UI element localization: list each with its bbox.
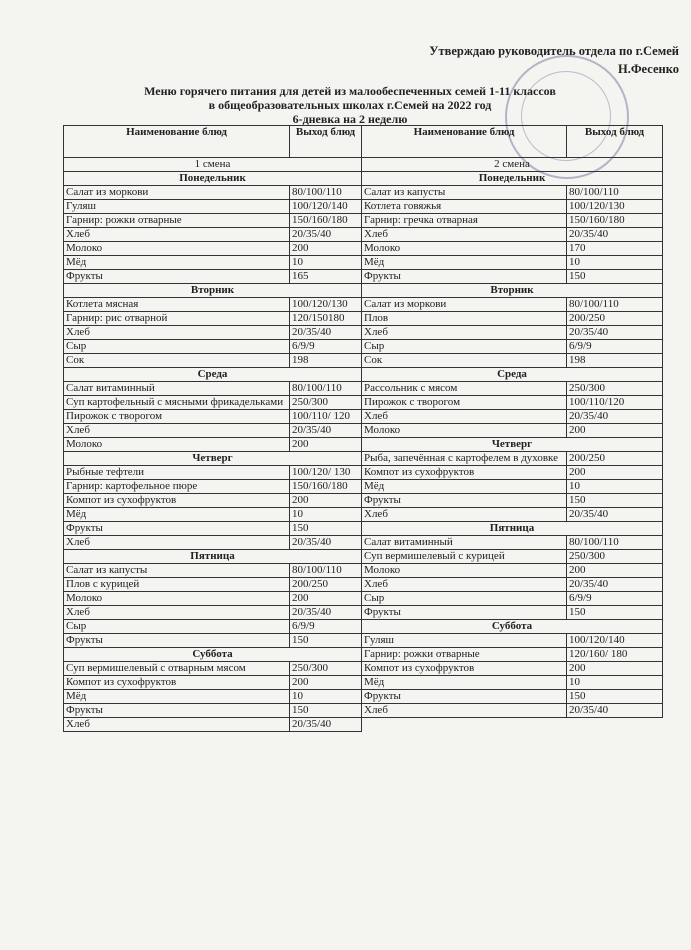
dish-output: 10 — [290, 256, 362, 270]
dish-name: Компот из сухофруктов — [64, 494, 290, 508]
dish-name: Мёд — [64, 690, 290, 704]
shift-label: 1 смена — [64, 158, 362, 172]
dish-name: Рассольник с мясом — [362, 382, 567, 396]
table-row — [64, 298, 362, 312]
dish-name: Гарнир: гречка отварная — [362, 214, 567, 228]
table-row — [64, 410, 362, 424]
dish-name: Суп вермишелевый с курицей — [362, 550, 567, 564]
dish-name: Сыр — [64, 340, 290, 354]
output-header: Выход блюд — [290, 126, 362, 158]
table-row — [64, 270, 362, 284]
dish-name: Фрукты — [64, 522, 290, 536]
dish-name: Гарнир: рожки отварные — [64, 214, 290, 228]
table-row — [64, 620, 362, 634]
dish-output: 80/100/110 — [567, 298, 663, 312]
table-row — [362, 326, 663, 340]
table-row — [362, 424, 663, 438]
dish-name: Мёд — [362, 256, 567, 270]
day-header: Среда — [362, 368, 663, 382]
approval-line-1: Утверждаю руководитель отдела по г.Семей — [429, 44, 679, 58]
dish-output: 20/35/40 — [567, 508, 663, 522]
table-row — [64, 578, 362, 592]
dish-output: 150/160/180 — [290, 214, 362, 228]
table-row — [64, 508, 362, 522]
dish-output: 198 — [567, 354, 663, 368]
day-header: Суббота — [64, 648, 362, 662]
dish-name: Суп картофельный с мясными фрикадельками — [64, 396, 290, 410]
dish-output: 200 — [567, 564, 663, 578]
dish-output: 20/35/40 — [290, 718, 362, 732]
table-row — [362, 662, 663, 676]
table-row — [362, 606, 663, 620]
day-header: Пятница — [362, 522, 663, 536]
dish-name: Хлеб — [64, 228, 290, 242]
table-row — [64, 200, 362, 214]
table-row — [64, 494, 362, 508]
table-row — [362, 186, 663, 200]
table-row — [64, 340, 362, 354]
dish-output: 6/9/9 — [290, 340, 362, 354]
dish-name: Хлеб — [362, 326, 567, 340]
dish-output: 100/120/140 — [290, 200, 362, 214]
dish-output: 150/160/180 — [567, 214, 663, 228]
table-row — [362, 228, 663, 242]
table-row — [362, 676, 663, 690]
dish-output: 150 — [567, 690, 663, 704]
table-row — [64, 480, 362, 494]
day-header: Четверг — [362, 438, 663, 452]
shift-1-table — [63, 125, 362, 732]
table-row — [362, 648, 663, 662]
table-row — [64, 676, 362, 690]
table-row — [362, 452, 663, 466]
table-row — [362, 690, 663, 704]
table-row — [362, 340, 663, 354]
dish-output: 100/120/ 130 — [290, 466, 362, 480]
table-row — [64, 606, 362, 620]
dish-output: 20/35/40 — [290, 424, 362, 438]
dish-name: Фрукты — [64, 704, 290, 718]
dish-name: Мёд — [64, 256, 290, 270]
dish-output: 120/160/ 180 — [567, 648, 663, 662]
dish-output: 198 — [290, 354, 362, 368]
dish-output: 200 — [290, 592, 362, 606]
dish-output: 200 — [290, 242, 362, 256]
dish-output: 10 — [567, 676, 663, 690]
dish-name: Фрукты — [64, 270, 290, 284]
dish-output: 120/150180 — [290, 312, 362, 326]
table-row — [64, 564, 362, 578]
table-row — [362, 298, 663, 312]
dish-name: Сыр — [64, 620, 290, 634]
dish-output: 250/300 — [290, 662, 362, 676]
dish-output: 200 — [290, 676, 362, 690]
dish-name: Молоко — [362, 564, 567, 578]
table-row — [64, 634, 362, 648]
dish-name: Фрукты — [362, 270, 567, 284]
dish-output: 80/100/110 — [567, 536, 663, 550]
dish-output: 10 — [290, 690, 362, 704]
table-row — [362, 354, 663, 368]
dish-name: Хлеб — [64, 718, 290, 732]
dish-name: Молоко — [64, 242, 290, 256]
dish-output: 20/35/40 — [290, 606, 362, 620]
dish-output: 200 — [290, 494, 362, 508]
title-line-2: в общеобразовательных школах г.Семей на 2022 год — [208, 98, 492, 112]
table-row — [362, 564, 663, 578]
dish-header: Наименование блюд — [64, 126, 290, 158]
table-row — [362, 550, 663, 564]
dish-output: 100/110/120 — [567, 396, 663, 410]
dish-name: Хлеб — [64, 326, 290, 340]
dish-output: 170 — [567, 242, 663, 256]
dish-output: 150 — [290, 522, 362, 536]
dish-name: Салат из капусты — [64, 564, 290, 578]
dish-output: 80/100/110 — [290, 186, 362, 200]
dish-output: 150 — [290, 704, 362, 718]
dish-name: Мёд — [362, 480, 567, 494]
dish-output: 150 — [567, 494, 663, 508]
table-row — [64, 382, 362, 396]
dish-name: Плов — [362, 312, 567, 326]
dish-name: Сок — [64, 354, 290, 368]
dish-output: 100/120/140 — [567, 634, 663, 648]
table-row — [64, 242, 362, 256]
dish-name: Гарнир: рожки отварные — [362, 648, 567, 662]
dish-output: 20/35/40 — [567, 578, 663, 592]
dish-output: 200 — [567, 662, 663, 676]
dish-name: Компот из сухофруктов — [64, 676, 290, 690]
dish-output: 20/35/40 — [567, 326, 663, 340]
dish-name: Хлеб — [362, 410, 567, 424]
dish-name: Сыр — [362, 340, 567, 354]
dish-name: Салат витаминный — [362, 536, 567, 550]
dish-output: 10 — [567, 256, 663, 270]
dish-output: 100/120/130 — [290, 298, 362, 312]
menu-title — [130, 84, 570, 126]
title-line-3: 6-дневка на 2 неделю — [292, 112, 408, 126]
dish-name: Хлеб — [362, 508, 567, 522]
table-row — [64, 690, 362, 704]
title-line-1: Меню горячего питания для детей из малообеспеченных семей 1-11 классов — [144, 84, 556, 98]
day-header: Суббота — [362, 620, 663, 634]
table-row — [362, 410, 663, 424]
dish-output: 250/300 — [290, 396, 362, 410]
dish-output: 200/250 — [567, 312, 663, 326]
dish-name: Гуляш — [362, 634, 567, 648]
dish-output: 250/300 — [567, 550, 663, 564]
dish-name: Хлеб — [64, 536, 290, 550]
dish-output: 80/100/110 — [567, 186, 663, 200]
dish-output: 150/160/180 — [290, 480, 362, 494]
dish-name: Салат витаминный — [64, 382, 290, 396]
table-row — [362, 704, 663, 718]
dish-name: Хлеб — [362, 578, 567, 592]
dish-name: Хлеб — [362, 704, 567, 718]
dish-output: 80/100/110 — [290, 564, 362, 578]
day-header: Пятница — [64, 550, 362, 564]
dish-name: Мёд — [64, 508, 290, 522]
table-row — [362, 466, 663, 480]
shift-label: 2 смена — [362, 158, 663, 172]
table-row — [362, 270, 663, 284]
day-header: Понедельник — [64, 172, 362, 186]
dish-name: Котлета мясная — [64, 298, 290, 312]
table-row — [64, 704, 362, 718]
dish-name: Плов с курицей — [64, 578, 290, 592]
dish-output: 20/35/40 — [567, 410, 663, 424]
dish-name: Фрукты — [64, 634, 290, 648]
dish-output: 20/35/40 — [290, 536, 362, 550]
shift-2-table — [361, 125, 663, 718]
table-row — [64, 662, 362, 676]
dish-output: 150 — [290, 634, 362, 648]
table-row — [362, 508, 663, 522]
dish-name: Рыба, запечённая с картофелем в духовке — [362, 452, 567, 466]
dish-name: Компот из сухофруктов — [362, 466, 567, 480]
dish-name: Хлеб — [64, 424, 290, 438]
table-row — [64, 186, 362, 200]
dish-output: 150 — [567, 606, 663, 620]
dish-output: 6/9/9 — [290, 620, 362, 634]
dish-output: 200 — [290, 438, 362, 452]
table-row — [362, 634, 663, 648]
dish-name: Гарнир: рис отварной — [64, 312, 290, 326]
dish-name: Салат из моркови — [362, 298, 567, 312]
dish-output: 80/100/110 — [290, 382, 362, 396]
dish-output: 10 — [567, 480, 663, 494]
dish-name: Салат из моркови — [64, 186, 290, 200]
dish-name: Сок — [362, 354, 567, 368]
dish-name: Гарнир: картофельное пюре — [64, 480, 290, 494]
dish-output: 250/300 — [567, 382, 663, 396]
dish-output: 20/35/40 — [567, 704, 663, 718]
table-row — [362, 312, 663, 326]
table-row — [64, 424, 362, 438]
dish-name: Фрукты — [362, 606, 567, 620]
table-row — [362, 396, 663, 410]
dish-name: Пирожок с творогом — [362, 396, 567, 410]
dish-name: Фрукты — [362, 494, 567, 508]
table-row — [362, 382, 663, 396]
table-row — [64, 522, 362, 536]
dish-name: Гуляш — [64, 200, 290, 214]
dish-output: 6/9/9 — [567, 592, 663, 606]
dish-output: 10 — [290, 508, 362, 522]
dish-name: Молоко — [64, 438, 290, 452]
table-row — [64, 354, 362, 368]
table-row — [64, 536, 362, 550]
table-row — [64, 438, 362, 452]
table-row — [362, 536, 663, 550]
dish-output: 20/35/40 — [567, 228, 663, 242]
dish-output: 20/35/40 — [290, 228, 362, 242]
table-row — [64, 396, 362, 410]
dish-name: Сыр — [362, 592, 567, 606]
output-header: Выход блюд — [567, 126, 663, 158]
dish-name: Салат из капусты — [362, 186, 567, 200]
table-row — [362, 242, 663, 256]
dish-output: 200 — [567, 466, 663, 480]
dish-output: 6/9/9 — [567, 340, 663, 354]
table-row — [64, 466, 362, 480]
table-row — [362, 578, 663, 592]
table-row — [362, 480, 663, 494]
dish-name: Хлеб — [64, 606, 290, 620]
table-row — [64, 256, 362, 270]
dish-name: Фрукты — [362, 690, 567, 704]
dish-output: 165 — [290, 270, 362, 284]
dish-name: Молоко — [362, 242, 567, 256]
dish-output: 200/250 — [290, 578, 362, 592]
dish-output: 20/35/40 — [290, 326, 362, 340]
day-header: Вторник — [64, 284, 362, 298]
table-row — [64, 228, 362, 242]
approval-line-2: Н.Фесенко — [617, 62, 679, 76]
table-row — [64, 718, 362, 732]
dish-name: Компот из сухофруктов — [362, 662, 567, 676]
day-header: Четверг — [64, 452, 362, 466]
dish-output: 100/110/ 120 — [290, 410, 362, 424]
dish-name: Котлета говяжья — [362, 200, 567, 214]
dish-output: 200 — [567, 424, 663, 438]
dish-name: Пирожок с творогом — [64, 410, 290, 424]
dish-name: Мёд — [362, 676, 567, 690]
day-header: Среда — [64, 368, 362, 382]
dish-name: Молоко — [64, 592, 290, 606]
dish-name: Суп вермишелевый с отварным мясом — [64, 662, 290, 676]
dish-output: 100/120/130 — [567, 200, 663, 214]
table-row — [362, 256, 663, 270]
table-row — [362, 592, 663, 606]
dish-header: Наименование блюд — [362, 126, 567, 158]
table-row — [64, 214, 362, 228]
table-row — [64, 312, 362, 326]
table-row — [64, 326, 362, 340]
dish-output: 200/250 — [567, 452, 663, 466]
dish-output: 150 — [567, 270, 663, 284]
day-header: Понедельник — [362, 172, 663, 186]
table-row — [362, 200, 663, 214]
table-row — [362, 494, 663, 508]
dish-name: Рыбные тефтели — [64, 466, 290, 480]
dish-name: Молоко — [362, 424, 567, 438]
table-row — [362, 214, 663, 228]
table-row — [64, 592, 362, 606]
dish-name: Хлеб — [362, 228, 567, 242]
day-header: Вторник — [362, 284, 663, 298]
